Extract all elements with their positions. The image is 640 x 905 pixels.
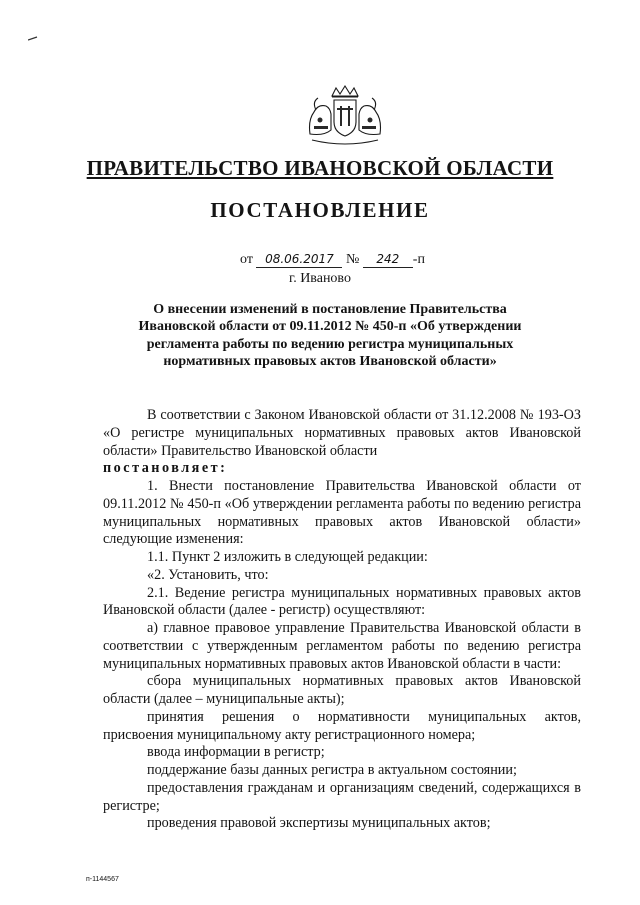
coat-of-arms-icon bbox=[304, 82, 386, 148]
paragraph: 2.1. Ведение регистра муниципальных нормативных правовых актов Ивановской области (далее - регистр) осуществляют: bbox=[103, 584, 581, 619]
number-label: № bbox=[345, 252, 360, 267]
decree-word: постановляет: bbox=[103, 460, 228, 477]
paragraph: сбора муниципальных нормативных правовых актов Ивановской области (далее – муниципальные акты); bbox=[103, 673, 581, 707]
paragraph: ввода информации в регистр; bbox=[147, 744, 325, 761]
document-type: ПОСТАНОВЛЕНИЕ bbox=[210, 198, 430, 222]
decree-body bbox=[103, 407, 581, 833]
paragraph: предоставления гражданам и организациям сведений, содержащихся в регистре; bbox=[103, 779, 581, 814]
number-suffix: -п bbox=[412, 252, 425, 267]
date-number-line bbox=[240, 252, 425, 268]
date-label: от bbox=[240, 252, 253, 267]
paragraph: 1. Внести постановление Правительства Ивановской области от 09.11.2012 № 450-п «Об утверждении регламента работы по ведению регистра муниципальных нормативных правовых актов Ивановской области» следующие изменения: bbox=[103, 478, 581, 548]
decree-date: 08.06.2017 bbox=[256, 252, 342, 268]
paragraph: 1.1. Пункт 2 изложить в следующей редакции: bbox=[147, 549, 428, 565]
document-code: п-1144567 bbox=[86, 876, 119, 883]
government-title: ПРАВИТЕЛЬСТВО ИВАНОВСКОЙ ОБЛАСТИ bbox=[86, 156, 554, 180]
paragraph: а) главное правовое управление Правительства Ивановской области в соответствии с утвержденным регламентом работы по ведению регистра муниципальных нормативных правовых актов Ивановской области в части: bbox=[103, 620, 581, 672]
city: г. Иваново bbox=[289, 271, 351, 286]
decree-number: 242 bbox=[363, 252, 413, 268]
paragraph: принятия решения о нормативности муниципальных актов, присвоения муниципальному акту регистрационного номера; bbox=[103, 708, 581, 743]
scan-mark-icon bbox=[28, 28, 38, 33]
paragraph: поддержание базы данных регистра в актуальном состоянии; bbox=[147, 762, 517, 778]
decree-heading: О внесении изменений в постановление Правительства Ивановской области от 09.11.2012 № 450-п «Об утверждении регламента работы по ведению регистра муниципальных нормативных правовых актов Ивановской области» bbox=[138, 302, 522, 369]
paragraph: «2. Установить, что: bbox=[147, 566, 269, 583]
paragraph: проведения правовой экспертизы муниципальных актов; bbox=[147, 815, 491, 832]
paragraph: В соответствии с Законом Ивановской области от 31.12.2008 № 193-ОЗ «О регистре муниципальных нормативных правовых актов Ивановской области» Правительство Ивановской области bbox=[103, 407, 581, 459]
